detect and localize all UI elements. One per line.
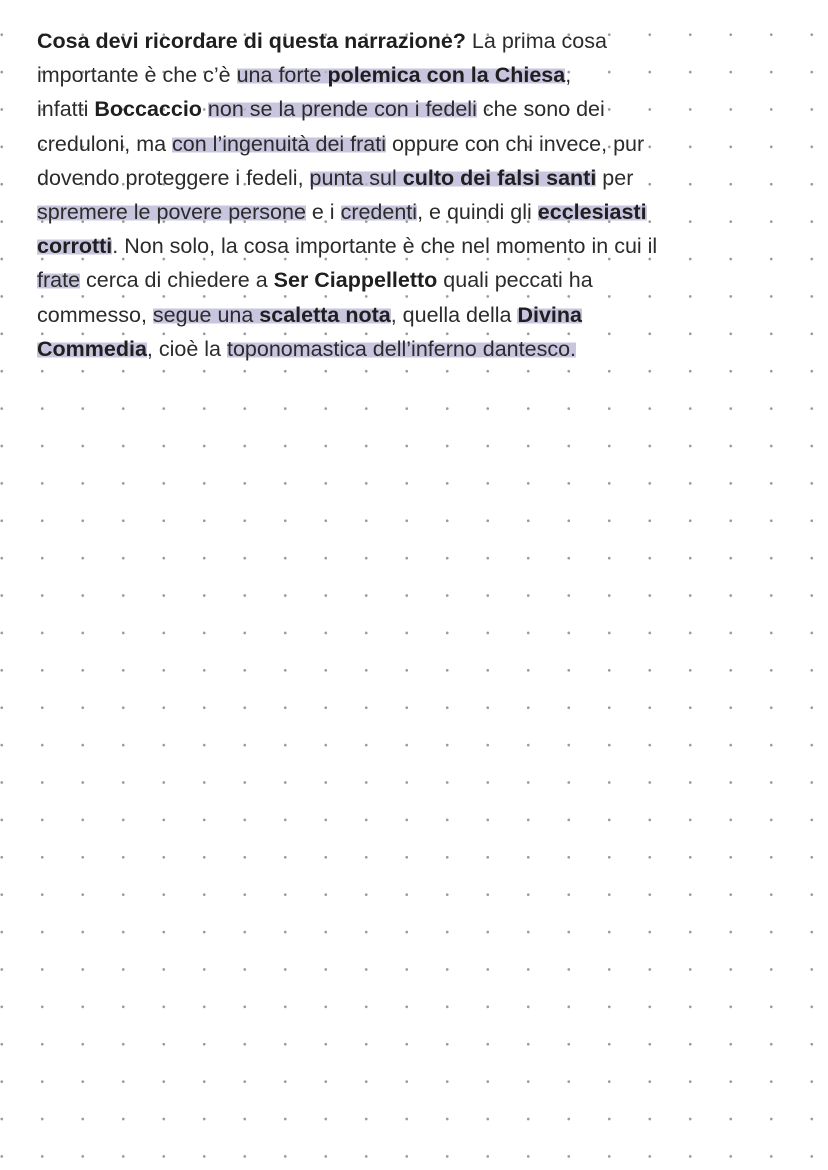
- text-segment: commesso,: [37, 302, 153, 327]
- text-segment: che sono dei: [476, 97, 605, 122]
- text-segment: dovendo proteggere i fedeli,: [37, 165, 310, 190]
- highlighted-text: scaletta nota: [259, 302, 391, 327]
- highlighted-text: corrotti: [37, 234, 113, 259]
- text-line: [37, 298, 772, 332]
- highlighted-text: non se la prende con i fedeli: [207, 97, 477, 122]
- highlighted-text: spremere le povere persone: [37, 200, 306, 225]
- text-segment: quali peccati ha: [437, 268, 593, 293]
- highlighted-text: polemica con la Chiesa: [327, 63, 566, 88]
- text-segment: importante è che c’è: [37, 63, 237, 88]
- text-segment: per: [596, 165, 634, 190]
- text-segment: e i: [305, 200, 341, 225]
- text-segment: La prima cosa: [465, 29, 607, 53]
- text-segment: , e quindi gli: [417, 200, 538, 225]
- text-line: [37, 332, 772, 366]
- text-segment: ,: [565, 63, 572, 88]
- highlighted-text: toponomastica dell’inferno dantesco.: [227, 336, 576, 361]
- text-segment: Non solo, la cosa importante è che nel momento in cui il: [118, 234, 658, 259]
- note-paragraph: [37, 24, 772, 366]
- text-segment: infatti: [37, 97, 95, 122]
- text-segment: .: [112, 234, 119, 259]
- highlighted-text: frate: [37, 268, 81, 293]
- highlighted-text: culto dei falsi santi: [402, 165, 597, 190]
- text-line: [37, 58, 772, 92]
- text-line: [37, 229, 772, 263]
- highlighted-text: punta sul: [309, 165, 403, 190]
- highlighted-text: una forte: [236, 63, 328, 88]
- highlighted-text: con l’ingenuità dei frati: [172, 131, 386, 156]
- text-line: [37, 195, 772, 229]
- text-segment: oppure con chi invece, pur: [386, 131, 645, 156]
- text-line: [37, 127, 772, 161]
- highlighted-text: ecclesiasti: [537, 200, 647, 225]
- text-line: [37, 24, 772, 58]
- text-line: [37, 263, 772, 297]
- text-segment: , cioè la: [146, 336, 227, 361]
- text-line: [37, 92, 772, 126]
- bold-text: Ser Ciappelletto: [273, 268, 438, 293]
- highlighted-text: segue una: [152, 302, 260, 327]
- text-segment: creduloni, ma: [37, 131, 173, 156]
- text-line: [37, 161, 772, 195]
- bold-text: Cosa devi ricordare di questa narrazione?: [37, 29, 466, 53]
- text-segment: , quella della: [390, 302, 518, 327]
- highlighted-text: Commedia: [37, 336, 147, 361]
- highlighted-text: credenti: [340, 200, 418, 225]
- bold-text: Boccaccio: [94, 97, 202, 122]
- text-segment: cerca di chiedere a: [80, 268, 274, 293]
- highlighted-text: Divina: [517, 302, 582, 327]
